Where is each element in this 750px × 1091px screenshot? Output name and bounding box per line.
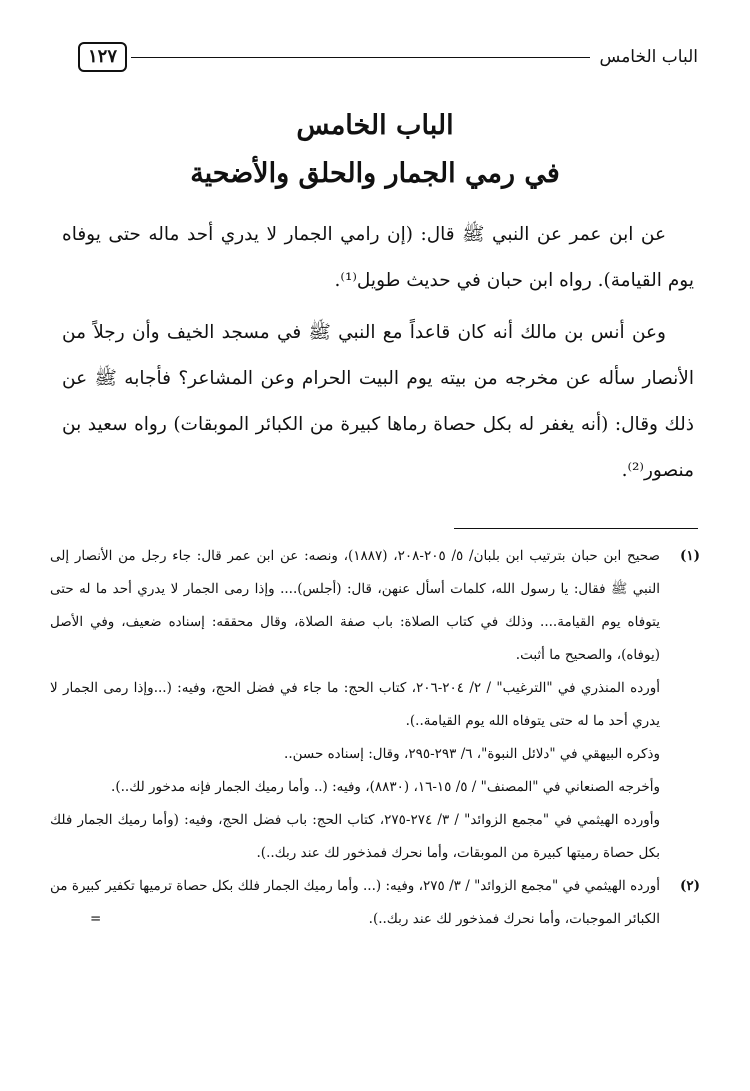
body-text	[62, 212, 694, 500]
footnote	[50, 870, 700, 936]
footnote-body	[50, 870, 660, 936]
footnote-text: أورده الهيثمي في "مجمع الزوائد" / ٣/ ٢٧٥، وفيه: (... وأما رميك الجمار فلك بكل حصاة ترميها تكفير كبيرة من الكبائر الموجبات، وأما نحرك فمذخور لك عند ربك..).	[50, 878, 661, 927]
body-paragraph: عن ابن عمر عن النبي ﷺ قال: (إن رامي الجمار لا يدري أحد ماله حتى يوفاه يوم القيامة). رواه ابن حبان في حديث طويل⁽¹⁾.	[62, 224, 694, 291]
header-rule	[131, 57, 590, 58]
footnote-separator	[454, 528, 698, 529]
footnote-paragraph: وأورده الهيثمي في "مجمع الزوائد" / ٣/ ٢٧٤-٢٧٥، كتاب الحج: باب فضل الحج، وفيه: (وأما رميك الجمار فلك بكل حصاة رميتها كبيرة من الموبقات، وأما نحرك فمذخور لك عند ربك..).	[50, 812, 661, 861]
footnote-body	[50, 540, 660, 870]
page-header	[78, 40, 698, 74]
chapter-title: الباب الخامس	[296, 110, 454, 141]
continuation-mark: =	[90, 911, 102, 927]
footnote-number: (١)	[679, 548, 700, 564]
footnote-paragraph: وأخرجه الصنعاني في "المصنف" / ٥/ ١٥-١٦، (٨٨٣٠)، وفيه: (.. وأما رميك الجمار فإنه مدخور لك..).	[111, 779, 660, 795]
footnote-paragraph	[50, 870, 660, 936]
footnote-paragraph: أورده المنذري في "الترغيب" / ٢/ ٢٠٤-٢٠٦، كتاب الحج: ما جاء في فضل الحج، وفيه: (...وإذا رمى الجمار لا يدري أحد ما له حتى يتوفاه الله يوم القيامة..).	[50, 680, 660, 729]
page-number: ١٢٧	[78, 42, 127, 72]
chapter-subtitle: في رمي الجمار والحلق والأضحية	[190, 158, 560, 189]
footnote-paragraph: صحيح ابن حبان بترتيب ابن بلبان/ ٥/ ٢٠٥-٢٠٨، (١٨٨٧)، ونصه: عن ابن عمر قال: جاء رجل من الأنصار إلى النبي ﷺ فقال: يا رسول الله، كلمات أسأل عنهن، قال: (أجلس).... وإذا رمى الجمار لا يدري أحد ما له حتى يتوفاه يوم القيامة.... وذلك في كتاب الصلاة: باب صفة الصلاة، وقال محققه: إسناده ضعيف، وفي الأصل (يوفاه)، والصحيح ما أثبت.	[50, 548, 660, 663]
footnote-number: (٢)	[679, 878, 700, 894]
footnote-paragraph: وذكره البيهقي في "دلائل النبوة"، ٦/ ٢٩٣-٢٩٥، وقال: إسناده حسن..	[284, 746, 660, 762]
footnote	[50, 540, 700, 870]
running-title: الباب الخامس	[599, 47, 698, 67]
body-paragraph: وعن أنس بن مالك أنه كان قاعداً مع النبي ﷺ في مسجد الخيف وأن رجلاً من الأنصار سأله عن مخرجه من بيته يوم البيت الحرام وعن المشاعر؟ فأجابه ﷺ عن ذلك وقال: (أنه يغفر له بكل حصاة رماها كبيرة من الكبائر الموبقات) رواه سعيد بن منصور⁽²⁾.	[62, 322, 694, 481]
footnotes	[50, 540, 700, 936]
